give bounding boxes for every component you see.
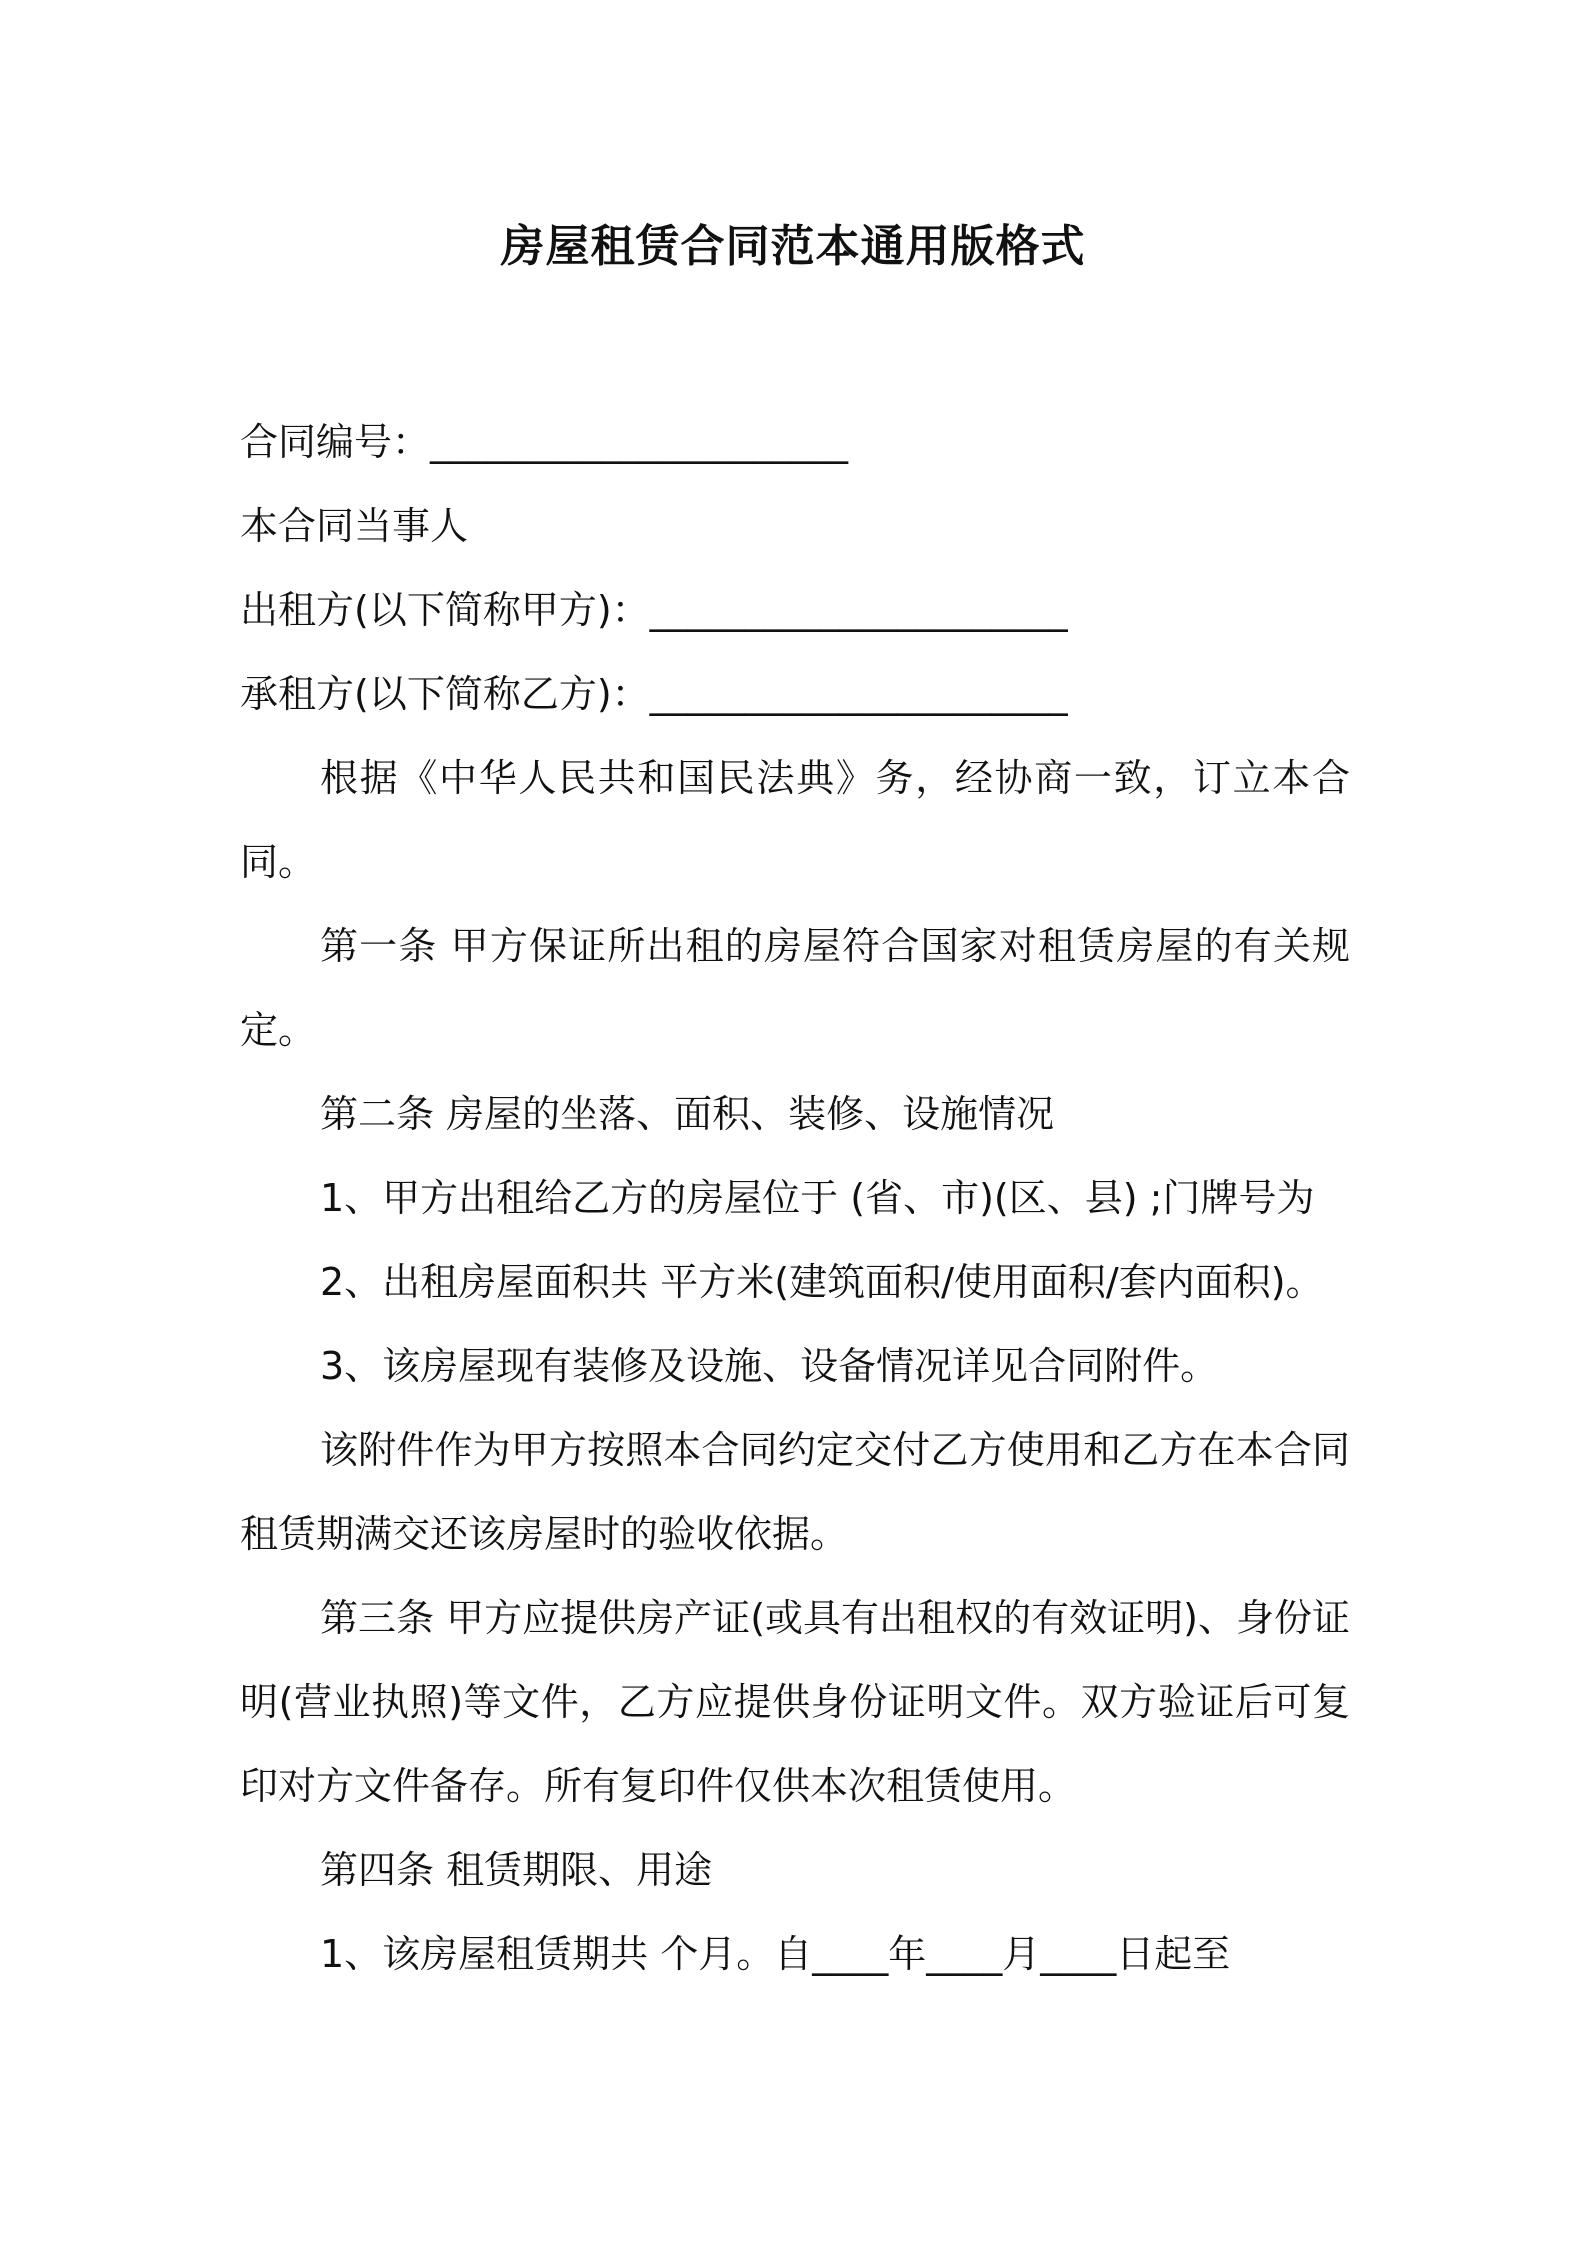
lessor-line: 出租方(以下简称甲方)：______________________ xyxy=(240,588,1068,632)
article-2-item-3: 3、该房屋现有装修及设施、设备情况详见合同附件。 xyxy=(320,1344,1219,1388)
preamble-paragraph: 根据《中华人民共和国民法典》务，经协商一致，订立本合同。 xyxy=(240,756,1350,884)
article-4-item-1: 1、该房屋租赁期共 个月。自____年____月____日起至 xyxy=(320,1932,1231,1976)
article-1-paragraph: 第一条 甲方保证所出租的房屋符合国家对租赁房屋的有关规定。 xyxy=(240,924,1350,1052)
lessee-line: 承租方(以下简称乙方)：______________________ xyxy=(240,672,1068,716)
document-body xyxy=(240,400,1350,1996)
contract-number-line: 合同编号：______________________ xyxy=(240,420,849,464)
attachment-paragraph: 该附件作为甲方按照本合同约定交付乙方使用和乙方在本合同租赁期满交还该房屋时的验收依据。 xyxy=(240,1428,1350,1556)
document-title: 房屋租赁合同范本通用版格式 xyxy=(500,221,1086,272)
parties-heading: 本合同当事人 xyxy=(240,504,469,548)
article-2-item-2: 2、出租房屋面积共 平方米(建筑面积/使用面积/套内面积)。 xyxy=(320,1260,1324,1304)
article-2-item-1: 1、甲方出租给乙方的房屋位于 (省、市)(区、县) ;门牌号为 xyxy=(320,1176,1315,1220)
article-3-paragraph: 第三条 甲方应提供房产证(或具有出租权的有效证明)、身份证明(营业执照)等文件，乙方应提供身份证明文件。双方验证后可复印对方文件备存。所有复印件仅供本次租赁使用。 xyxy=(240,1596,1350,1808)
article-4-heading: 第四条 租赁期限、用途 xyxy=(320,1848,713,1892)
article-2-heading: 第二条 房屋的坐落、面积、装修、设施情况 xyxy=(320,1092,1055,1136)
